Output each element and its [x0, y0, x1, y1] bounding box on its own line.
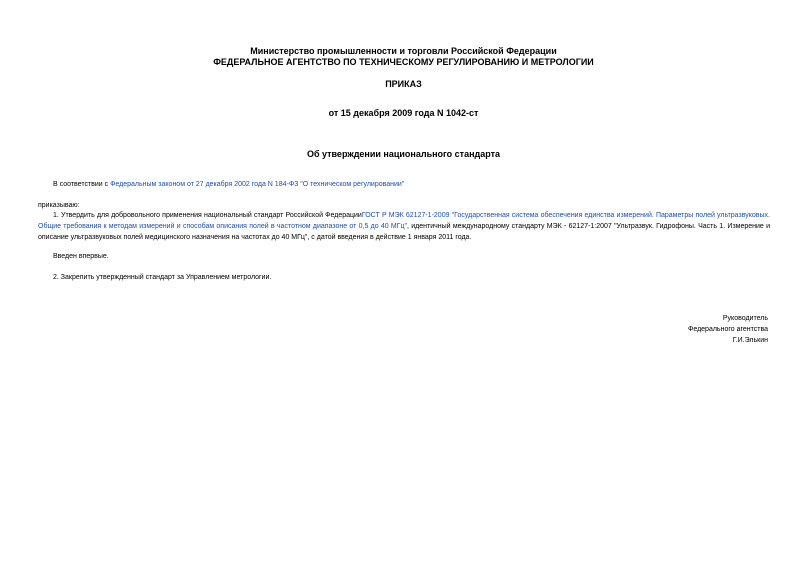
signatory-title-line-1: Руководитель: [722, 315, 768, 322]
document-type: ПРИКАЗ: [385, 79, 422, 89]
introduced-note: Введен впервые.: [53, 253, 109, 260]
item-1-suffix: , идентичный международному стандарту МЭК - 62127-1:2007 "Ультразвук. Гидрофоны. Часть 1. Измерение и описание ультразвуковых полей медицинского назначения на частотах до 40 МГц", с датой введения в действие 1 января 2011 года.: [38, 223, 770, 241]
standard-link[interactable]: ГОСТ Р МЭК 62127-1-2009 "Государственная система обеспечения единства измерений. Параметры полей ультразвуковых. Общие требования к методам измерений и способам описания полей в частотном диапазоне от 0,5 до 40 МГц": [38, 212, 770, 230]
intro-paragraph: [53, 179, 404, 190]
agency-name: ФЕДЕРАЛЬНОЕ АГЕНТСТВО ПО ТЕХНИЧЕСКОМУ РЕГУЛИРОВАНИЮ И МЕТРОЛОГИИ: [213, 57, 594, 67]
item-1-prefix: 1. Утвердить для добровольного применения национальный стандарт Российской Федерации: [53, 212, 362, 219]
intro-prefix: В соответствии с: [53, 181, 111, 188]
federal-law-link[interactable]: Федеральным законом от 27 декабря 2002 года N 184-ФЗ "О техническом регулировании": [110, 181, 405, 188]
document-subject: Об утверждении национального стандарта: [306, 149, 501, 159]
item-2-paragraph: 2. Закрепить утвержденный стандарт за Управлением метрологии.: [53, 274, 272, 281]
signatory-name: Г.И.Элькин: [732, 337, 768, 344]
item-1-paragraph: [38, 210, 770, 243]
document-date-number: от 15 декабря 2009 года N 1042-ст: [328, 108, 479, 118]
ministry-name: Министерство промышленности и торговли Российской Федерации: [250, 46, 557, 56]
order-word: приказываю:: [38, 202, 80, 209]
signatory-title-line-2: Федерального агентства: [688, 326, 768, 333]
